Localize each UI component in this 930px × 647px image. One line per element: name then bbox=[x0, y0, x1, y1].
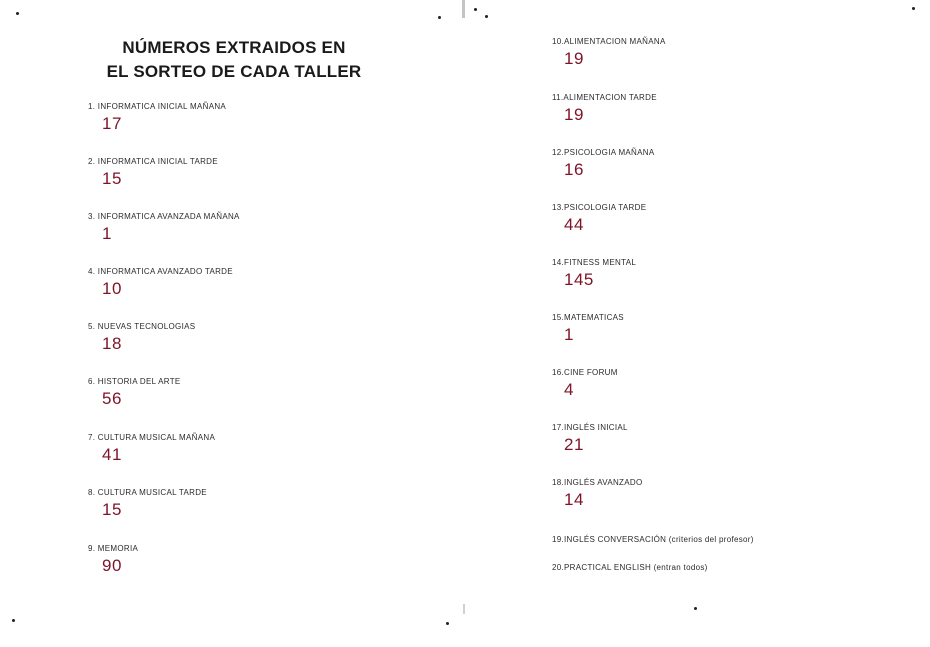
scan-speck bbox=[485, 15, 488, 18]
drawn-number: 18 bbox=[102, 334, 122, 353]
drawn-number: 90 bbox=[102, 556, 122, 575]
list-item bbox=[552, 368, 618, 400]
list-item bbox=[88, 102, 226, 134]
drawn-number: 44 bbox=[564, 215, 584, 234]
workshop-label: 16.CINE FORUM bbox=[552, 368, 618, 377]
drawn-number: 4 bbox=[564, 380, 574, 399]
drawn-number: 15 bbox=[102, 169, 122, 188]
drawn-number: 19 bbox=[564, 49, 584, 68]
list-item bbox=[552, 148, 654, 180]
list-item bbox=[552, 203, 646, 235]
drawn-number: 14 bbox=[564, 490, 584, 509]
right-page bbox=[466, 0, 930, 647]
drawn-number: 21 bbox=[564, 435, 584, 454]
workshop-label: 5. NUEVAS TECNOLOGIAS bbox=[88, 322, 196, 331]
workshop-label: 6. HISTORIA DEL ARTE bbox=[88, 377, 181, 386]
page-spine-divider bbox=[463, 604, 465, 614]
workshop-label: 1. INFORMATICA INICIAL MAÑANA bbox=[88, 102, 227, 111]
list-item bbox=[88, 377, 181, 409]
list-item bbox=[552, 313, 624, 345]
workshop-label: 19.INGLÉS CONVERSACIÓN (criterios del profesor) bbox=[552, 535, 754, 544]
drawn-number: 41 bbox=[102, 445, 122, 464]
workshop-label: 13.PSICOLOGIA TARDE bbox=[552, 203, 647, 212]
workshop-label: 4. INFORMATICA AVANZADO TARDE bbox=[88, 267, 233, 276]
workshop-label: 20.PRACTICAL ENGLISH (entran todos) bbox=[552, 563, 708, 572]
list-item bbox=[552, 478, 642, 510]
workshop-label: 11.ALIMENTACION TARDE bbox=[552, 93, 657, 102]
scan-speck bbox=[438, 16, 441, 19]
page-title bbox=[94, 36, 374, 84]
list-item bbox=[88, 212, 240, 244]
scan-speck bbox=[16, 12, 19, 15]
page-spine-divider bbox=[462, 0, 465, 18]
list-item bbox=[88, 267, 233, 299]
workshop-label: 7. CULTURA MUSICAL MAÑANA bbox=[88, 433, 216, 442]
workshop-label: 15.MATEMATICAS bbox=[552, 313, 624, 322]
list-item bbox=[88, 544, 138, 576]
drawn-number: 1 bbox=[102, 224, 112, 243]
drawn-number: 17 bbox=[102, 114, 122, 133]
workshop-label: 3. INFORMATICA AVANZADA MAÑANA bbox=[88, 212, 240, 221]
left-page bbox=[0, 0, 462, 647]
workshop-label: 12.PSICOLOGIA MAÑANA bbox=[552, 148, 655, 157]
drawn-number: 1 bbox=[564, 325, 574, 344]
list-item bbox=[88, 488, 207, 520]
list-item bbox=[552, 535, 754, 544]
list-item bbox=[88, 433, 215, 465]
list-item bbox=[552, 423, 628, 455]
drawn-number: 10 bbox=[102, 279, 122, 298]
title-line-2: EL SORTEO DE CADA TALLER bbox=[106, 62, 362, 81]
workshop-label: 9. MEMORIA bbox=[88, 544, 139, 553]
workshop-label: 10.ALIMENTACION MAÑANA bbox=[552, 37, 666, 46]
list-item bbox=[88, 322, 195, 354]
workshop-label: 18.INGLÉS AVANZADO bbox=[552, 478, 643, 487]
list-item bbox=[552, 37, 666, 69]
list-item bbox=[88, 157, 218, 189]
drawn-number: 16 bbox=[564, 160, 584, 179]
workshop-label: 17.INGLÉS INICIAL bbox=[552, 423, 628, 432]
drawn-number: 15 bbox=[102, 500, 122, 519]
drawn-number: 145 bbox=[564, 270, 594, 289]
workshop-label: 14.FITNESS MENTAL bbox=[552, 258, 637, 267]
scan-speck bbox=[446, 622, 449, 625]
scan-speck bbox=[12, 619, 15, 622]
drawn-number: 56 bbox=[102, 389, 122, 408]
list-item bbox=[552, 563, 708, 572]
drawn-number: 19 bbox=[564, 105, 584, 124]
workshop-label: 2. INFORMATICA INICIAL TARDE bbox=[88, 157, 218, 166]
scan-speck bbox=[694, 607, 697, 610]
workshop-label: 8. CULTURA MUSICAL TARDE bbox=[88, 488, 207, 497]
scan-speck bbox=[474, 8, 477, 11]
scan-speck bbox=[912, 7, 915, 10]
title-line-1: NÚMEROS EXTRAIDOS EN bbox=[122, 38, 346, 57]
list-item bbox=[552, 258, 636, 290]
list-item bbox=[552, 93, 657, 125]
